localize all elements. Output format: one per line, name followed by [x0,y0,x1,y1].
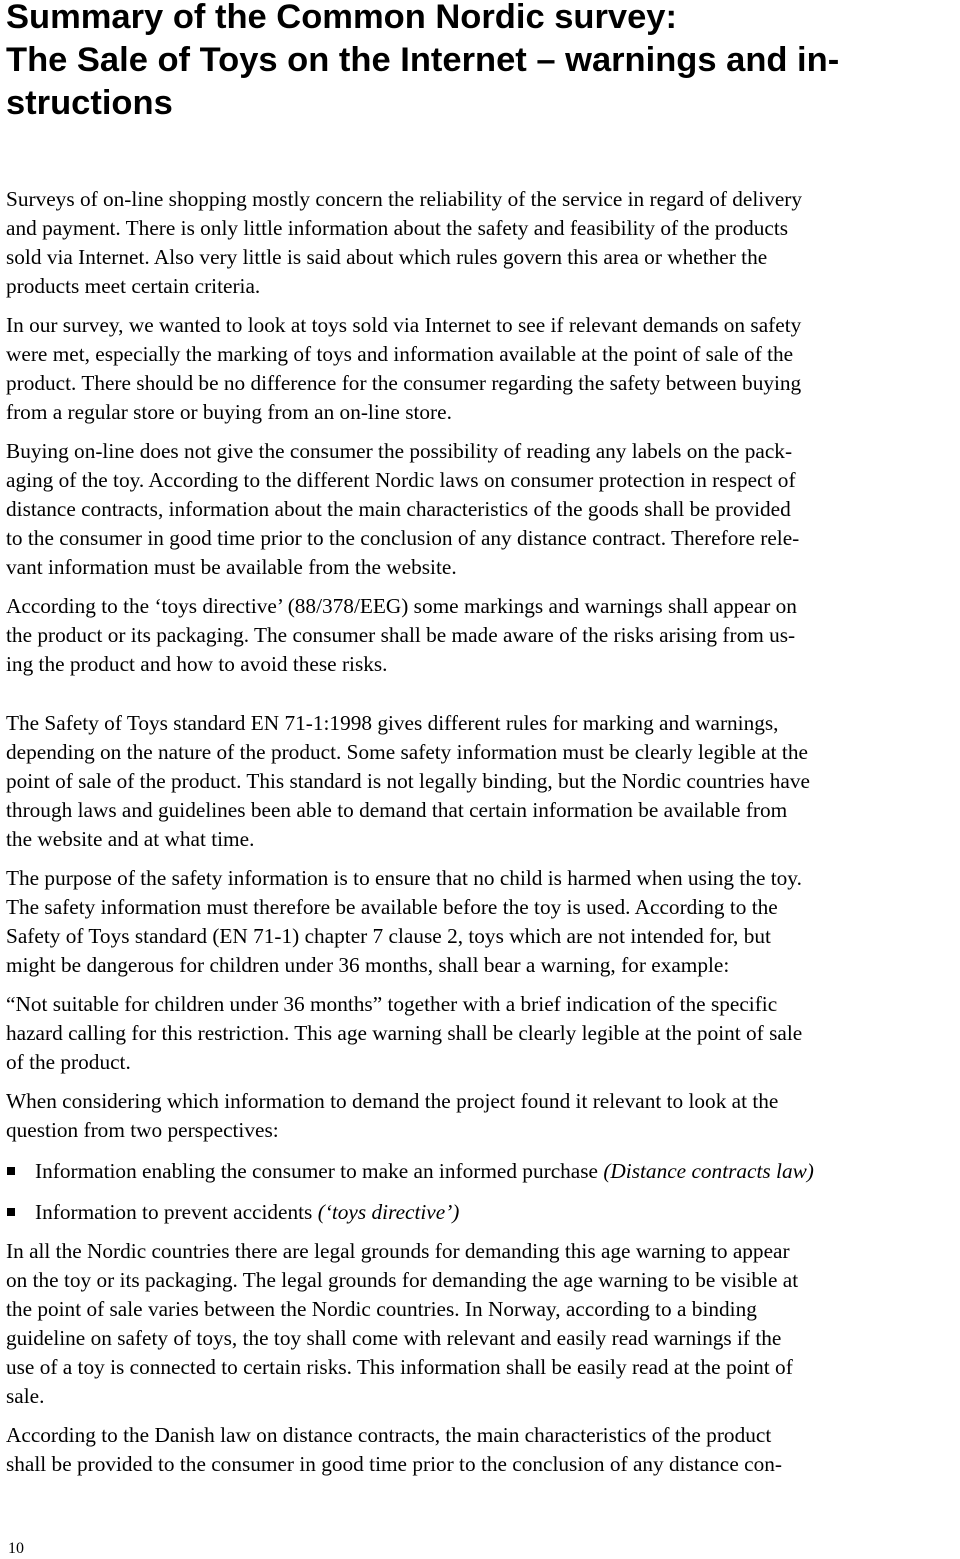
text-line: products meet certain criteria. [6,274,261,298]
text-line: shall be provided to the consumer in good time prior to the conclusion of any distance con- [6,1452,782,1476]
paragraph-purpose [6,864,814,980]
text-line: through laws and guidelines been able to demand that certain information be available from [6,798,788,822]
bullet-list [6,1157,814,1227]
text-line: sale. [6,1384,45,1408]
text-line: question from two perspectives: [6,1118,279,1142]
text-line: point of sale of the product. This standard is not legally binding, but the Nordic countries have [6,769,810,793]
text-line: depending on the nature of the product. Some safety information must be clearly legible at the [6,740,808,764]
text-line: the product or its packaging. The consumer shall be made aware of the risks arising from us- [6,623,796,647]
text-line: Surveys of on-line shopping mostly concern the reliability of the service in regard of delivery [6,187,803,211]
text-line: on the toy or its packaging. The legal grounds for demanding the age warning to be visible at [6,1268,799,1292]
bullet-item [6,1157,814,1186]
text-line: use of a toy is connected to certain risks. This information shall be easily read at the point of [6,1355,793,1379]
text-line: In our survey, we wanted to look at toys sold via Internet to see if relevant demands on safety [6,313,802,337]
text-line: When considering which information to demand the project found it relevant to look at the [6,1089,779,1113]
bullet-emphasis: (Distance contracts law) [603,1159,814,1183]
bullet-text: Information enabling the consumer to make an informed purchase [35,1159,604,1183]
title-line: The Sale of Toys on the Internet – warnings and in- [6,41,840,79]
paragraph-toys-directive [6,592,814,679]
text-line: sold via Internet. Also very little is said about which rules govern this area or whether the [6,245,768,269]
text-line: The safety information must therefore be available before the toy is used. According to the [6,895,778,919]
paragraph-perspectives [6,1087,814,1145]
square-bullet-icon [7,1167,15,1175]
text-line: to the consumer in good time prior to the conclusion of any distance contract. Therefore rele- [6,526,800,550]
text-line: aging of the toy. According to the different Nordic laws on consumer protection in respect of [6,468,796,492]
paragraph-danish-law [6,1421,814,1479]
bullet-item [6,1198,814,1227]
text-line: Buying on-line does not give the consumer the possibility of reading any labels on the pack- [6,439,793,463]
text-line: “Not suitable for children under 36 months” together with a brief indication of the specific [6,992,778,1016]
text-line: According to the Danish law on distance contracts, the main characteristics of the product [6,1423,772,1447]
text-line: vant information must be available from the website. [6,555,457,579]
page-number: 10 [8,1540,24,1557]
document-title [6,0,839,125]
paragraph-survey-aim [6,311,814,427]
text-line: the website and at what time. [6,827,255,851]
text-line: of the product. [6,1050,131,1074]
text-line: hazard calling for this restriction. This age warning shall be clearly legible at the point of sale [6,1021,803,1045]
paragraph-safety-standard [6,709,814,854]
paragraph-warning-example [6,990,814,1077]
text-line: Safety of Toys standard (EN 71-1) chapter 7 clause 2, toys which are not intended for, but [6,924,771,948]
title-line: structions [6,84,173,122]
text-line: were met, especially the marking of toys and information available at the point of sale of the [6,342,794,366]
text-line: The purpose of the safety information is to ensure that no child is harmed when using the toy. [6,866,802,890]
text-line: distance contracts, information about the main characteristics of the goods shall be provided [6,497,791,521]
paragraph-buying-online [6,437,814,582]
paragraph-intro [6,185,814,301]
text-line: According to the ‘toys directive’ (88/378/EEG) some markings and warnings shall appear on [6,594,797,618]
text-line: ing the product and how to avoid these risks. [6,652,388,676]
text-line: product. There should be no difference for the consumer regarding the safety between buying [6,371,802,395]
title-line: Summary of the Common Nordic survey: [6,0,677,36]
text-line: The Safety of Toys standard EN 71-1:1998 gives different rules for marking and warnings, [6,711,779,735]
body [6,185,814,1479]
text-line: from a regular store or buying from an on-line store. [6,400,452,424]
bullet-emphasis: (‘toys directive’) [317,1200,460,1224]
text-line: might be dangerous for children under 36 months, shall bear a warning, for example: [6,953,730,977]
text-line: In all the Nordic countries there are legal grounds for demanding this age warning to appear [6,1239,790,1263]
bullet-text: Information to prevent accidents [35,1200,318,1224]
paragraph-legal-grounds [6,1237,814,1411]
text-line: the point of sale varies between the Nordic countries. In Norway, according to a binding [6,1297,757,1321]
square-bullet-icon [7,1208,15,1216]
text-line: guideline on safety of toys, the toy shall come with relevant and easily read warnings if the [6,1326,782,1350]
text-line: and payment. There is only little information about the safety and feasibility of the products [6,216,789,240]
